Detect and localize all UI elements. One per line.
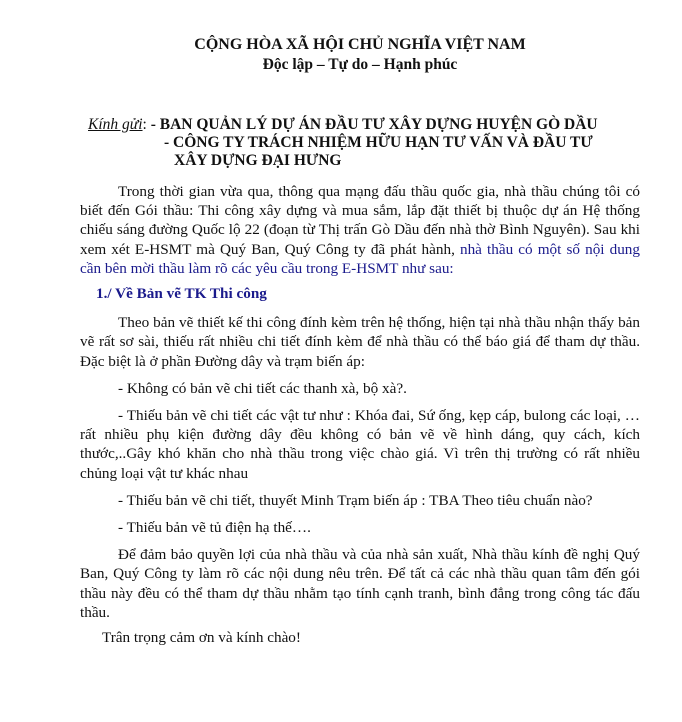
intro-highlight: nhà thầu có một số nội dung cần bên mời thầu làm rõ các yêu cầu trong E-HSMT như sau:	[80, 240, 640, 277]
list-item: - Thiếu bản vẽ chi tiết các vật tư như : Khóa đai, Sứ ống, kẹp cáp, bulong các loại, …rất nhiều phụ kiện đường dây đều không có bản vẽ về hình dáng, quy cách, kích thước,..Gây khó khăn cho nhà thầu trong việc chào giá. Vì trên thị trường có rất nhiều chủng loại vật tư khác nhau	[80, 407, 640, 482]
recipient-1: - BAN QUẢN LÝ DỰ ÁN ĐẦU TƯ XÂY DỰNG HUYỆN GÒ DẦU	[150, 116, 598, 133]
recipient-2: - CÔNG TY TRÁCH NHIỆM HỮU HẠN TƯ VẤN VÀ ĐẦU TƯ	[164, 134, 593, 151]
list-item: - Không có bản vẽ chi tiết các thanh xà, bộ xà?.	[118, 379, 407, 397]
recipients: Kính gửi: - BAN QUẢN LÝ DỰ ÁN ĐẦU TƯ XÂY DỰNG HUYỆN GÒ DẦU - CÔNG TY TRÁCH NHIỆM HỮU HẠN TƯ VẤN VÀ ĐẦU TƯ XÂY DỰNG ĐẠI HƯNG	[88, 116, 598, 169]
section-heading: 1./ Về Bản vẽ TK Thi công	[96, 285, 267, 303]
recipient-label: Kính gửi	[88, 116, 143, 133]
national-title: CỘNG HÒA XÃ HỘI CHỦ NGHĨA VIỆT NAM	[194, 36, 526, 53]
closing-paragraph: Để đảm bảo quyền lợi của nhà thầu và của nhà sản xuất, Nhà thầu kính đề nghị Quý Ban, Quý Công ty làm rõ các nội dung nêu trên. Để tất cả các nhà thầu quan tâm đến gói thầu này đều có thể tham dự thầu nhằm tạo tính cạnh tranh, bình đẳng trong công tác đấu thầu.	[80, 546, 640, 621]
closing-thanks: Trân trọng cảm ơn và kính chào!	[102, 629, 301, 647]
intro-text: Trong thời gian vừa qua, thông qua mạng đấu thầu quốc gia, nhà thầu chúng tôi có biết đến Gói thầu: Thi công xây dựng và mua sắm, lắp đặt thiết bị thuộc dự án Hệ thống chiếu sáng đường Quốc lộ 22 (đoạn từ Thị trấn Gò Dầu đến nhà thờ Bình Nguyên). Sau khi xem xét E-HSMT mà Quý Ban, Quý Công ty đã phát hành,	[80, 183, 640, 258]
section-paragraph: Theo bản vẽ thiết kế thi công đính kèm trên hệ thống, hiện tại nhà thầu nhận thấy bản vẽ rất sơ sài, thiếu rất nhiều chi tiết đính kèm để nhà thầu có thể báo giá để tham dự thầu. Đặc biệt là ở phần Đường dây và trạm biến áp:	[80, 314, 640, 370]
list-item: - Thiếu bản vẽ chi tiết, thuyết Minh Trạm biến áp : TBA Theo tiêu chuẩn nào?	[118, 491, 593, 509]
intro-paragraph	[80, 182, 640, 278]
motto: Độc lập – Tự do – Hạnh phúc	[262, 56, 458, 73]
list-item: - Thiếu bản vẽ tủ điện hạ thế….	[118, 519, 311, 537]
recipient-3: XÂY DỰNG ĐẠI HƯNG	[174, 152, 342, 169]
